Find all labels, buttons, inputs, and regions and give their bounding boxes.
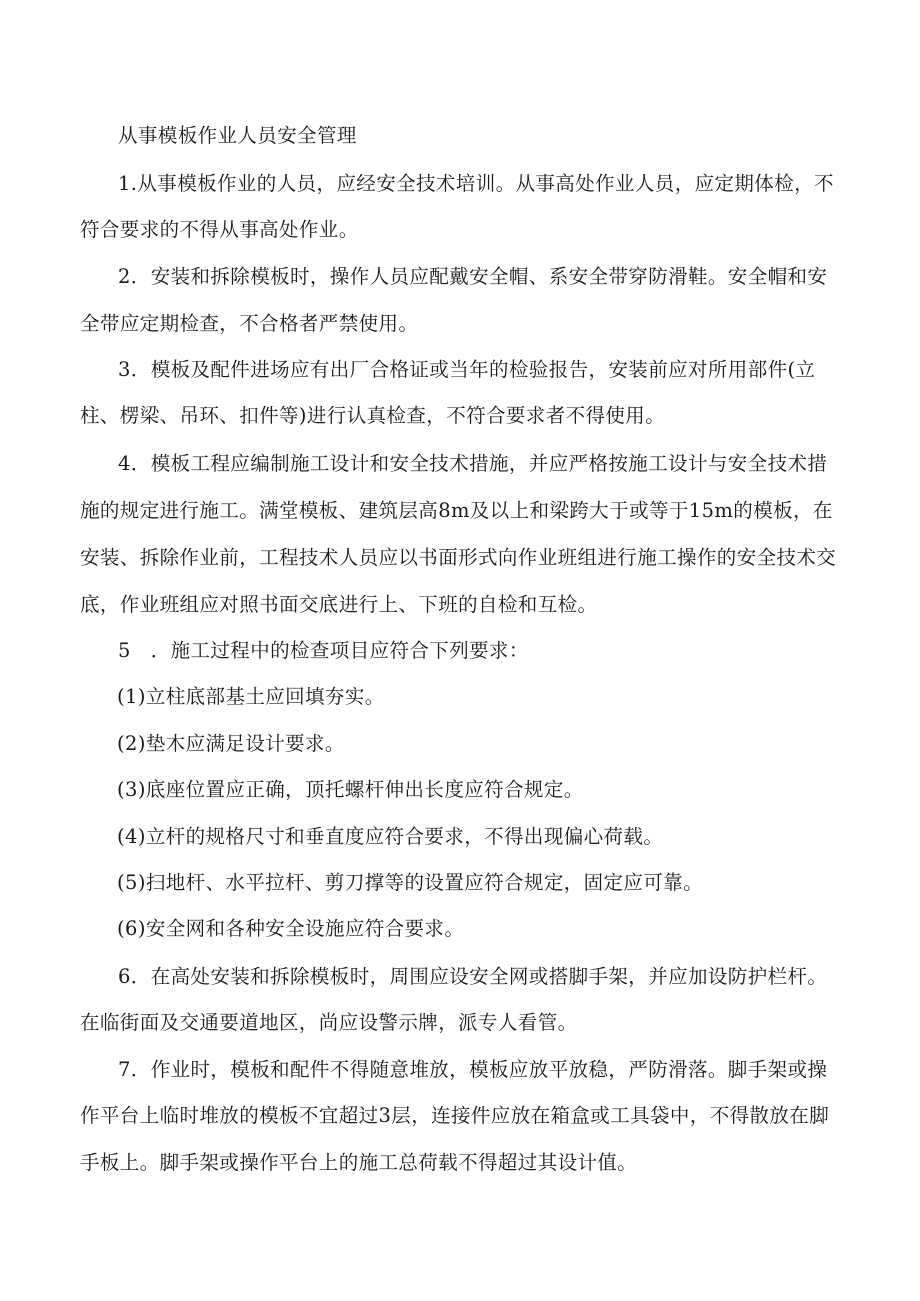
- list-item-1: (1)立柱底部基土应回填夯实。: [117, 685, 385, 708]
- paragraph-6-line-2: 在临街面及交通要道地区，尚应设警示牌，派专人看管。: [80, 1011, 578, 1034]
- paragraph-3-line-1: 3．模板及配件进场应有出厂合格证或当年的检验报告，安装前应对所用部件(立: [118, 358, 816, 381]
- paragraph-6-line-1: 6．在高处安装和拆除模板时，周围应设安全网或搭脚手架，并应加设防护栏杆。: [118, 965, 828, 988]
- list-item-6: (6)安全网和各种安全设施应符合要求。: [117, 917, 465, 940]
- paragraph-4-line-1: 4．模板工程应编制施工设计和安全技术措施，并应严格按施工设计与安全技术措: [118, 452, 828, 475]
- paragraph-2-line-2: 全带应定期检查，不合格者严禁使用。: [80, 312, 419, 335]
- paragraph-1-line-1: 1.从事模板作业的人员，应经安全技术培训。从事高处作业人员，应定期体检，不: [118, 172, 834, 195]
- list-item-2: (2)垫木应满足设计要求。: [117, 732, 345, 755]
- paragraph-7-line-2: 作平台上临时堆放的模板不宜超过3层，连接件应放在箱盒或工具袋中，不得散放在脚: [80, 1104, 830, 1127]
- paragraph-2-line-1: 2．安装和拆除模板时，操作人员应配戴安全帽、系安全带穿防滑鞋。安全帽和安: [118, 265, 828, 288]
- paragraph-4-line-2: 施的规定进行施工。满堂模板、建筑层高8m及以上和梁跨大于或等于15m的模板，在: [80, 499, 833, 522]
- paragraph-3-line-2: 柱、楞梁、吊环、扣件等)进行认真检查，不符合要求者不得使用。: [80, 404, 666, 427]
- list-item-4: (4)立杆的规格尺寸和垂直度应符合要求，不得出现偏心荷载。: [117, 825, 664, 848]
- list-item-3: (3)底座位置应正确，顶托螺杆伸出长度应符合规定。: [117, 778, 584, 801]
- paragraph-4-line-3: 安装、拆除作业前，工程技术人员应以书面形式向作业班组进行施工操作的安全技术交: [80, 546, 837, 569]
- paragraph-5-line-1: 5 ．施工过程中的检查项目应符合下列要求：: [118, 639, 529, 662]
- paragraph-1-line-2: 符合要求的不得从事高处作业。: [80, 218, 359, 241]
- paragraph-4-line-4: 底，作业班组应对照书面交底进行上、下班的自检和互检。: [80, 593, 598, 616]
- document-title: 从事模板作业人员安全管理: [118, 124, 357, 147]
- list-item-5: (5)扫地杆、水平拉杆、剪刀撑等的设置应符合规定，固定应可靠。: [117, 871, 704, 894]
- paragraph-7-line-3: 手板上。脚手架或操作平台上的施工总荷载不得超过其设计值。: [80, 1151, 638, 1174]
- paragraph-7-line-1: 7．作业时，模板和配件不得随意堆放，模板应放平放稳，严防滑落。脚手架或操: [118, 1058, 828, 1081]
